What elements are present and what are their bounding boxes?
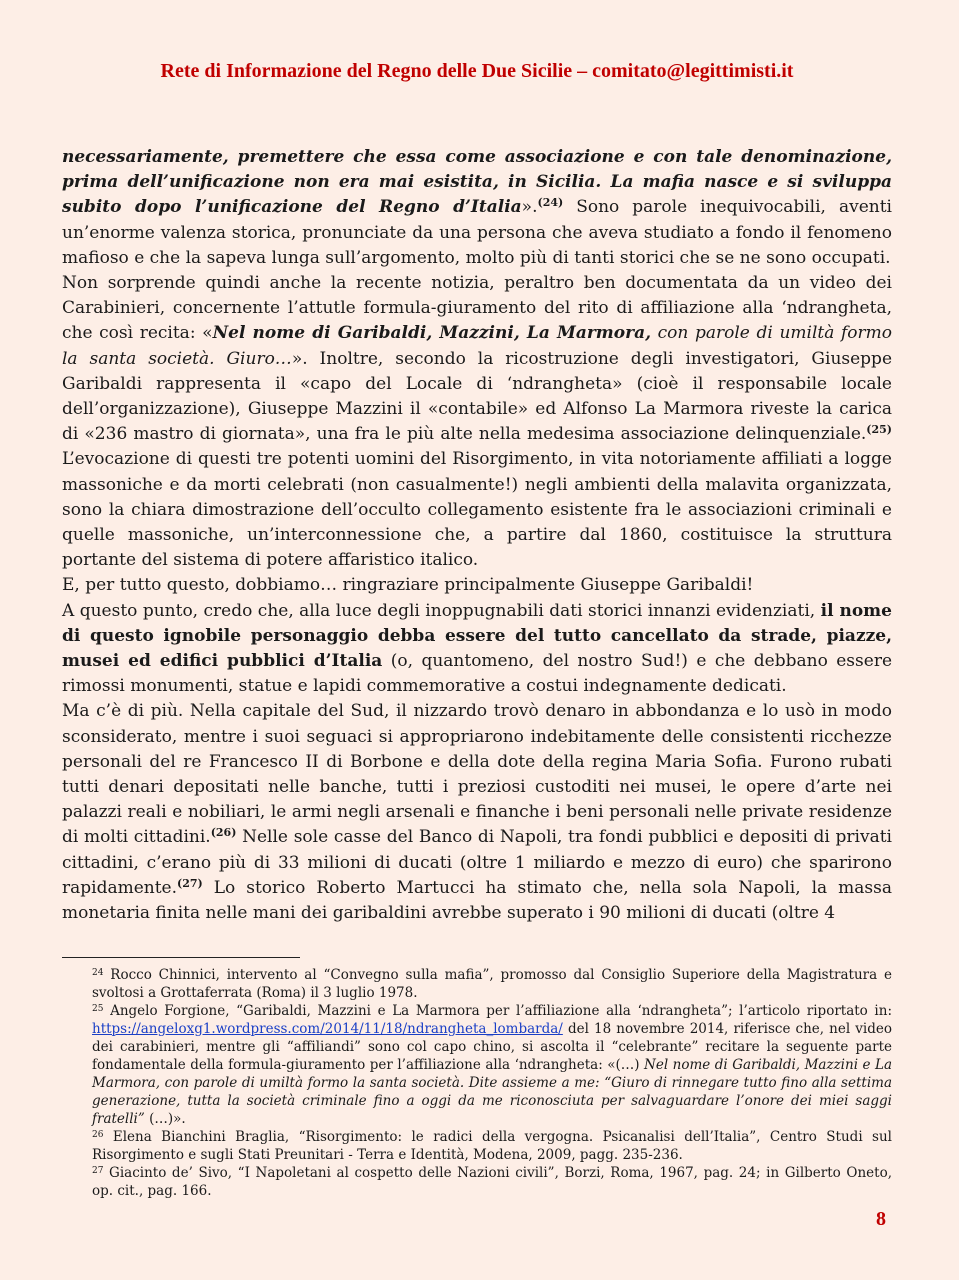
footnotes xyxy=(92,966,892,1200)
paragraph-text: ». Inoltre, secondo la ricostruzione degli investigatori, Giuseppe Garibaldi rappresenta il «capo del Locale di ‘ndrangheta» (cioè il responsabile locale dell’organizzazione), Giuseppe Mazzini il «contabile» ed Alfonso La Marmora riveste la carica di «236 mastro di giornata», una fra le più alte nella medesima associazione delinquenziale. xyxy=(62,348,893,445)
oath-italic: con parole di umiltà formo la santa società. Giuro… xyxy=(62,323,892,369)
paragraph-text: Sono parole inequivocabili, aventi un’enorme valenza storica, pronunciate da una persona che aveva studiato a fondo il fenomeno mafioso e che la sapeva lunga sull’argomento, molto più di tanti storici che se ne sono occupati. xyxy=(62,197,892,268)
page-header: Rete di Informazione del Regno delle Due Sicilie – comitato@legittimisti.it xyxy=(160,60,794,82)
footnote-text: Angelo Forgione, “Garibaldi, Mazzini e La Marmora per l’affiliazione alla ‘ndrangheta”; l’articolo riportato in: xyxy=(103,1003,892,1019)
footnote-number: 26 xyxy=(92,1130,104,1140)
footnote-text: (…)». xyxy=(144,1111,186,1127)
paragraph-4 xyxy=(62,599,892,700)
footnote-text: del 18 novembre 2014, riferisce che, nel video dei carabinieri, mentre gli “affiliandi” sono col capo chino, si ascolta il “celebrante” recitare la seguente parte fondamentale della formula-giuramento per l’affiliazione alla ‘ndrangheta: «(…) xyxy=(92,1021,892,1073)
footnote-ref-24[interactable]: (24) xyxy=(537,196,564,210)
footnote-number: 27 xyxy=(92,1166,104,1176)
footnote-text: Rocco Chinnici, intervento al “Convegno sulla mafia”, promosso dal Consiglio Superiore della Magistratura e svoltosi a Grottaferrata (Roma) il 3 luglio 1978. xyxy=(92,967,892,1001)
paragraph-text: Nelle sole casse del Banco di Napoli, tra fondi pubblici e depositi di privati cittadini, c’erano più di 33 milioni di ducati (oltre 1 miliardo e mezzo di euro) che sparirono rapidamente. xyxy=(62,827,892,898)
paragraph-5 xyxy=(62,699,892,926)
source-link[interactable]: https://angeloxg1.wordpress.com/2014/11/18/ndrangheta_lombarda/ xyxy=(92,1021,563,1037)
bold-statement: il nome di questo ignobile personaggio debba essere del tutto cancellato da strade, piazze, musei ed edifici pubblici d’Italia xyxy=(62,600,892,672)
paragraph-2 xyxy=(62,271,892,573)
footnote-26 xyxy=(92,1128,892,1164)
quote-close: ». xyxy=(521,197,538,218)
footnote-text: Giacinto de’ Sivo, “I Napoletani al cospetto delle Nazioni civili”, Borzi, Roma, 1967, pag. 24; in Gilberto Oneto, op. cit., pag. 166. xyxy=(92,1165,892,1199)
paragraph-1 xyxy=(62,145,892,271)
body-text xyxy=(62,145,892,926)
footnote-ref-27[interactable]: (27) xyxy=(177,876,203,890)
footnote-number: 24 xyxy=(92,968,104,978)
paragraph-text: Lo storico Roberto Martucci ha stimato che, nella sola Napoli, la massa monetaria finita nelle mani dei garibaldini avrebbe superato i 90 milioni di ducati (oltre 4 xyxy=(62,877,892,924)
footnote-ref-25[interactable]: (25) xyxy=(866,423,892,437)
footnote-divider xyxy=(62,957,300,958)
paragraph-text: Non sorprende quindi anche la recente notizia, peraltro ben documentata da un video dei Carabinieri, concernente l’attutle formula-giuramento del rito di affiliazione alla ‘ndrangheta, che così recita: « xyxy=(62,273,892,344)
page-number: 8 xyxy=(876,1208,886,1230)
paragraph-text: Ma c’è di più. Nella capitale del Sud, il nizzardo trovò denaro in abbondanza e lo usò in modo sconsiderato, mentre i suoi seguaci si appropriarono indebitamente delle consistenti ricchezze personali del re Francesco II di Borbone e della dote della regina Maria Sofia. Furono rubati tutti denari depositati nelle banche, tutti i preziosi custoditi nei musei, le opere d’arte nei palazzi reali e nobiliari, le armi negli arsenali e finanche i beni personali nelle private residenze di molti cittadini. xyxy=(62,701,892,848)
oath-emphasis: Nel nome di Garibaldi, Mazzini, La Marmora, xyxy=(212,323,652,344)
footnote-ref-26[interactable]: (26) xyxy=(210,826,237,840)
quote-emphasis: necessariamente, premettere che essa come associazione e con tale denominazione, prima dell’unificazione non era mai esistita, in Sicilia. La mafia nasce e si sviluppa subito dopo l’unificazione del Regno d’Italia xyxy=(62,147,892,218)
paragraph-text: A questo punto, credo che, alla luce degli inoppugnabili dati storici innanzi evidenziati, xyxy=(62,600,821,621)
footnote-24 xyxy=(92,966,892,1002)
paragraph-text: L’evocazione di questi tre potenti uomini del Risorgimento, in vita notoriamente affiliati a logge massoniche e da morti celebrati (non casualmente!) negli ambienti della malavita organizzata, sono la chiara dimostrazione dell’occulto collegamento esistente fra le associazioni criminali e quelle massoniche, un’interconnessione che, a partire dal 1860, costituisce la struttura portante del sistema di potere affaristico italico. xyxy=(62,449,892,571)
footnote-25 xyxy=(92,1002,892,1128)
footnote-text: Elena Bianchini Braglia, “Risorgimento: le radici della vergogna. Psicanalisi dell’Italia”, Centro Studi sul Risorgimento e sugli Stati Preunitari - Terra e Identità, Modena, 2009, pagg. 235-236. xyxy=(92,1129,892,1163)
footnote-number: 25 xyxy=(92,1004,104,1014)
paragraph-3: E, per tutto questo, dobbiamo… ringraziare principalmente Giuseppe Garibaldi! xyxy=(62,575,754,596)
footnote-27 xyxy=(92,1164,892,1200)
paragraph-text: (o, quantomeno, del nostro Sud!) e che debbano essere rimossi monumenti, statue e lapidi commemorative a costui indegnamente dedicati. xyxy=(62,651,893,697)
footnote-italic: Nel nome di Garibaldi, Mazzini e La Marmora, con parole di umiltà formo la santa società. Dite assieme a me: “Giuro di rinnegare tutto fino alla settima generazione, tutta la società criminale fino a oggi da me riconosciuta per salvaguardare l’onore dei miei saggi fratelli” xyxy=(92,1057,893,1127)
